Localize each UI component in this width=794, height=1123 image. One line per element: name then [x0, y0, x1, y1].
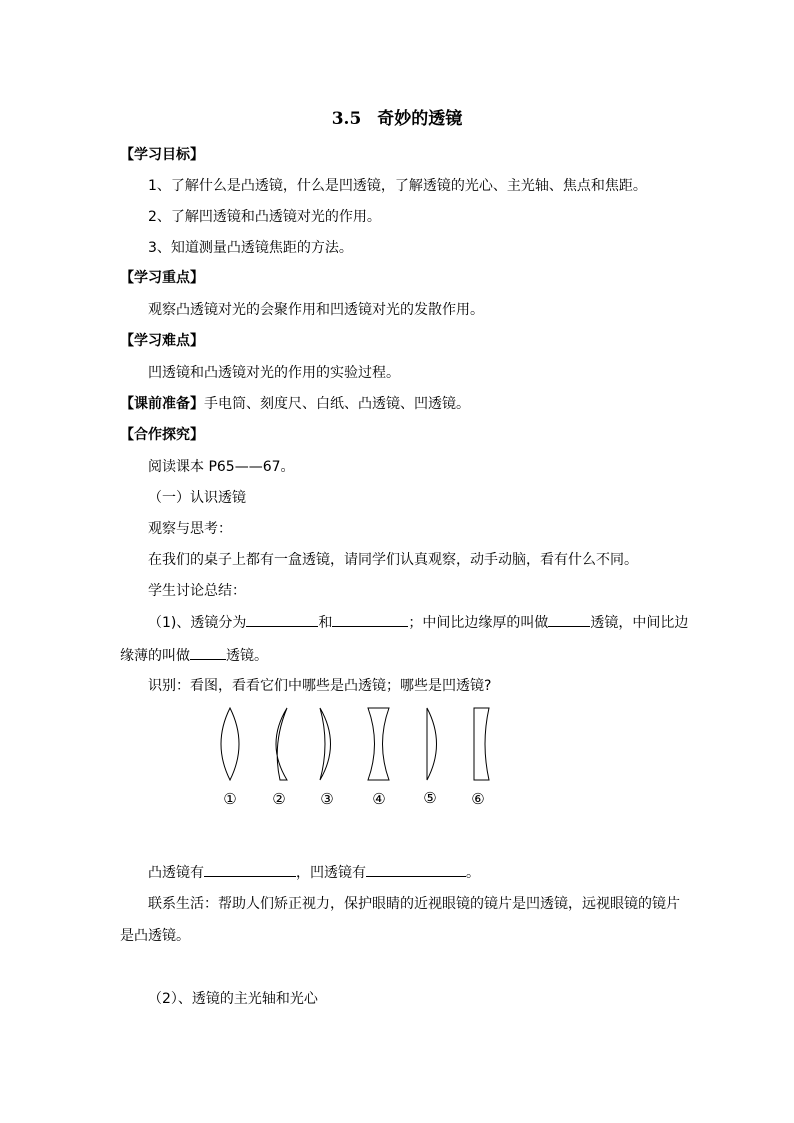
- prep-heading: 【课前准备】: [120, 396, 204, 412]
- goal-2: 2、了解凹透镜和凸透镜对光的作用。: [148, 209, 381, 225]
- convex-answer-blank[interactable]: [204, 862, 296, 877]
- page-title: 3.5 奇妙的透镜: [331, 109, 463, 129]
- lens-label-1: ①: [223, 790, 237, 808]
- difficulty-text: 凹透镜和凸透镜对光的作用的实验过程。: [148, 365, 400, 381]
- explore-heading: 【合作探究】: [120, 427, 204, 443]
- difficulty-heading: 【学习难点】: [120, 333, 204, 349]
- lens-3-meniscus: [320, 708, 331, 780]
- part1-heading: （一）认识透镜: [148, 490, 246, 506]
- answer-blank[interactable]: [548, 612, 590, 627]
- question-1-cont: 缘薄的叫做 透镜。: [120, 645, 268, 666]
- lens-diagram: [200, 700, 520, 812]
- life-text-cont: 是凸透镜。: [120, 928, 190, 944]
- answer-line: 凸透镜有 ，凹透镜有 。: [148, 862, 480, 883]
- observe-text: 观察与思考：: [148, 521, 232, 537]
- read-text: 阅读课本 P65——67。: [148, 459, 295, 475]
- goal-3: 3、知道测量凸透镜焦距的方法。: [148, 240, 353, 256]
- lens-label-5: ⑤: [423, 789, 437, 807]
- lens-2-meniscus: [276, 708, 287, 780]
- lens-label-3: ③: [320, 790, 334, 808]
- summary-text: 学生讨论总结：: [148, 583, 246, 599]
- lens-label-2: ②: [272, 790, 286, 808]
- lens-1-biconvex: [221, 708, 239, 780]
- key-text: 观察凸透镜对光的会聚作用和凹透镜对光的发散作用。: [148, 302, 484, 318]
- lens-6-plano-concave: [474, 708, 489, 780]
- goal-1: 1、了解什么是凸透镜，什么是凹透镜，了解透镜的光心、主光轴、焦点和焦距。: [148, 178, 647, 194]
- lens-5-plano-convex: [427, 708, 437, 780]
- life-text: 联系生活：帮助人们矫正视力，保护眼睛的近视眼镜的镜片是凹透镜，远视眼镜的镜片: [148, 896, 680, 912]
- answer-blank[interactable]: [190, 645, 226, 660]
- concave-answer-blank[interactable]: [366, 862, 466, 877]
- key-heading: 【学习重点】: [120, 270, 204, 286]
- lens-label-6: ⑥: [471, 790, 485, 808]
- answer-blank[interactable]: [332, 612, 408, 627]
- desc-text: 在我们的桌子上都有一盒透镜，请同学们认真观察，动手动脑，看有什么不同。: [148, 552, 638, 568]
- part2-heading: （2）、透镜的主光轴和光心: [148, 991, 318, 1007]
- question-1: （1)、透镜分为 和 ；中间比边缘厚的叫做 透镜，中间比边: [148, 612, 688, 633]
- prep-text: 手电筒、刻度尺、白纸、凸透镜、凹透镜。: [204, 396, 470, 412]
- lens-4-biconcave: [368, 708, 389, 780]
- identify-text: 识别：看图，看看它们中哪些是凸透镜；哪些是凹透镜?: [148, 678, 492, 694]
- answer-blank[interactable]: [246, 612, 318, 627]
- goals-heading: 【学习目标】: [120, 147, 204, 163]
- lens-label-4: ④: [372, 790, 386, 808]
- prep-line: [120, 394, 470, 414]
